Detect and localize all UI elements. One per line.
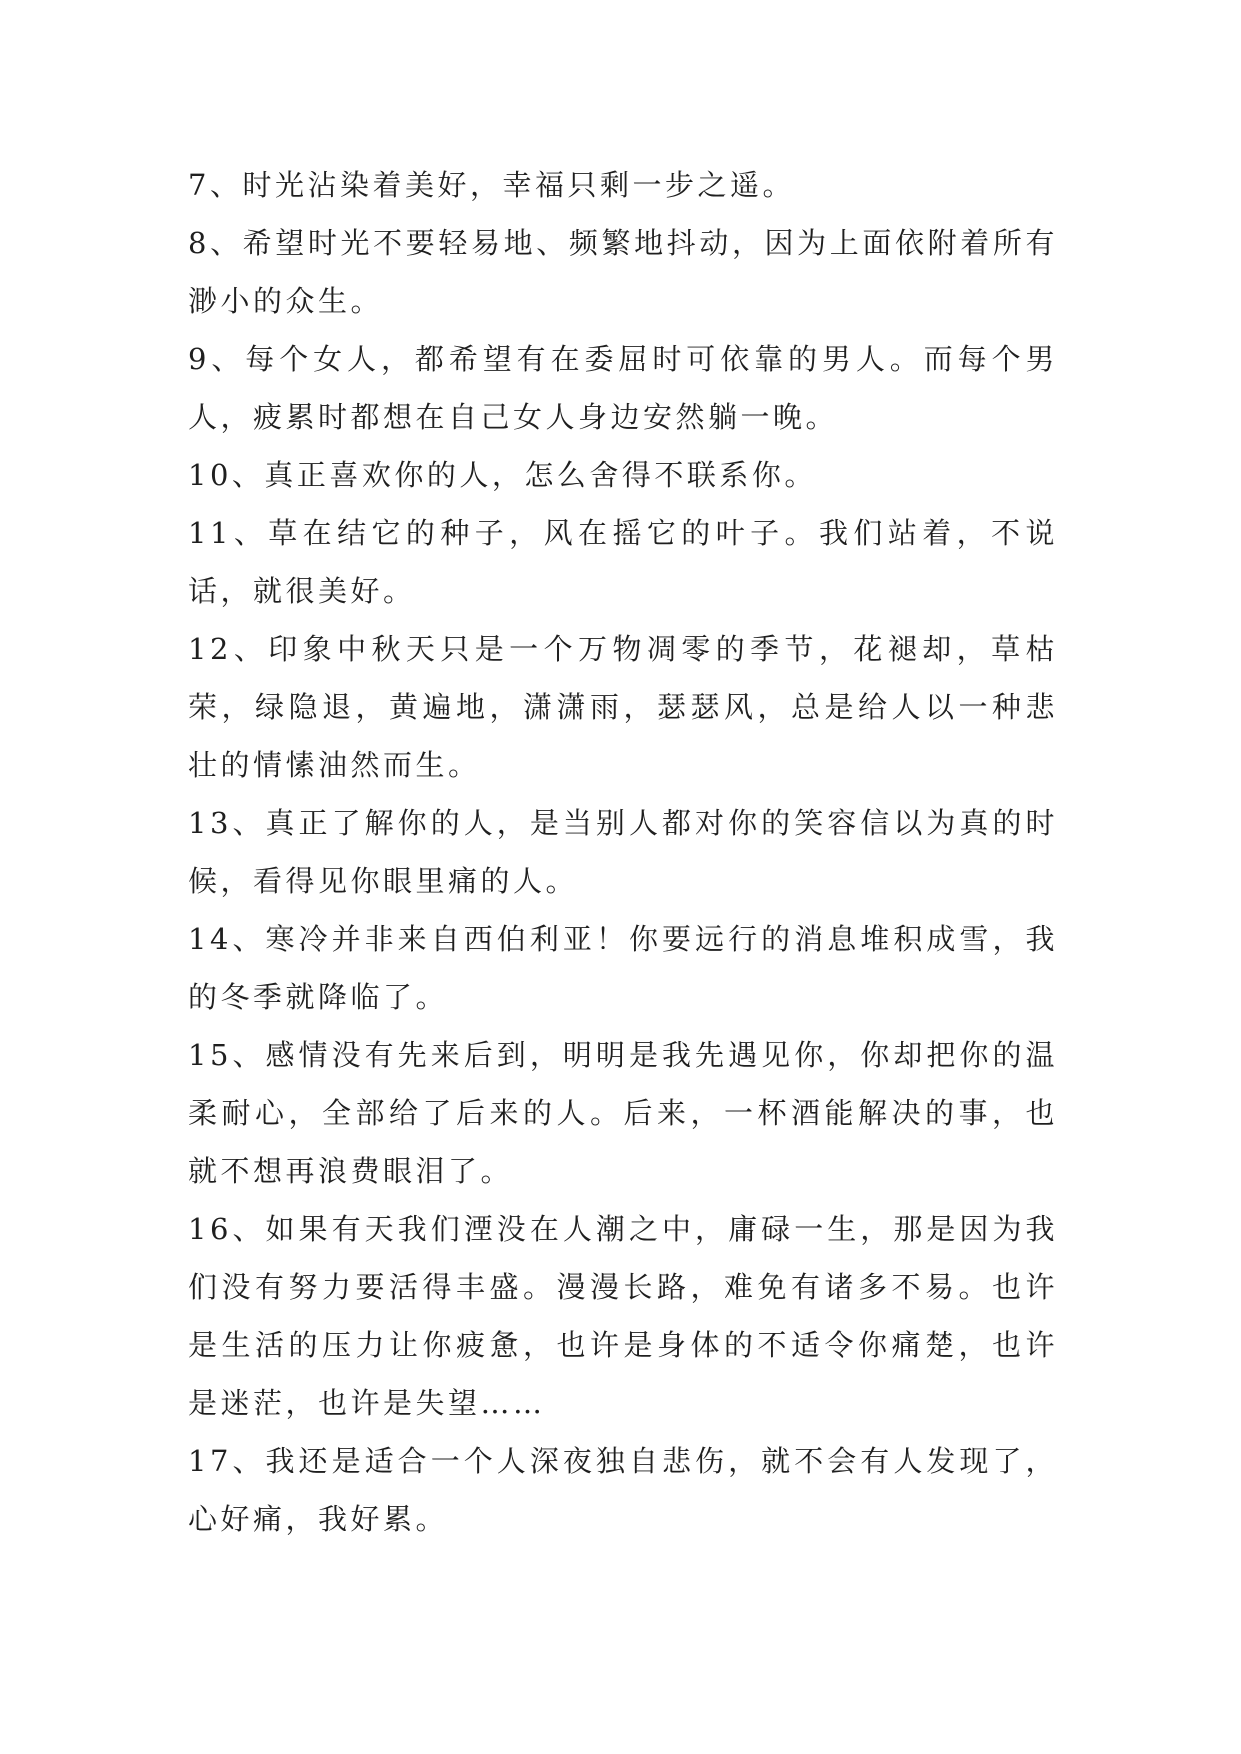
list-item: 8、希望时光不要轻易地、频繁地抖动，因为上面依附着所有渺小的众生。: [188, 226, 1058, 318]
list-item: 11、草在结它的种子，风在摇它的叶子。我们站着，不说话，就很美好。: [188, 516, 1058, 608]
list-item: 9、每个女人，都希望有在委屈时可依靠的男人。而每个男人，疲累时都想在自己女人身边安然躺一晚。: [188, 342, 1058, 434]
list-item: 13、真正了解你的人，是当别人都对你的笑容信以为真的时候，看得见你眼里痛的人。: [188, 806, 1058, 898]
list-item: 17、我还是适合一个人深夜独自悲伤，就不会有人发现了，心好痛，我好累。: [188, 1444, 1058, 1536]
list-item: 14、寒冷并非来自西伯利亚！你要远行的消息堆积成雪，我的冬季就降临了。: [188, 922, 1058, 1014]
list-item: 7、时光沾染着美好，幸福只剩一步之遥。: [188, 168, 795, 202]
list-item: 16、如果有天我们湮没在人潮之中，庸碌一生，那是因为我们没有努力要活得丰盛。漫漫长路，难免有诸多不易。也许是生活的压力让你疲惫，也许是身体的不适令你痛楚，也许是迷茫，也许是失望……: [188, 1212, 1058, 1420]
list-item: 12、印象中秋天只是一个万物凋零的季节，花褪却，草枯荣，绿隐退，黄遍地，潇潇雨，瑟瑟风，总是给人以一种悲壮的情愫油然而生。: [188, 632, 1058, 782]
list-item: 15、感情没有先来后到，明明是我先遇见你，你却把你的温柔耐心，全部给了后来的人。后来，一杯酒能解决的事，也就不想再浪费眼泪了。: [188, 1038, 1058, 1188]
list-item: 10、真正喜欢你的人，怎么舍得不联系你。: [188, 458, 817, 492]
document-body: [188, 156, 1058, 1548]
